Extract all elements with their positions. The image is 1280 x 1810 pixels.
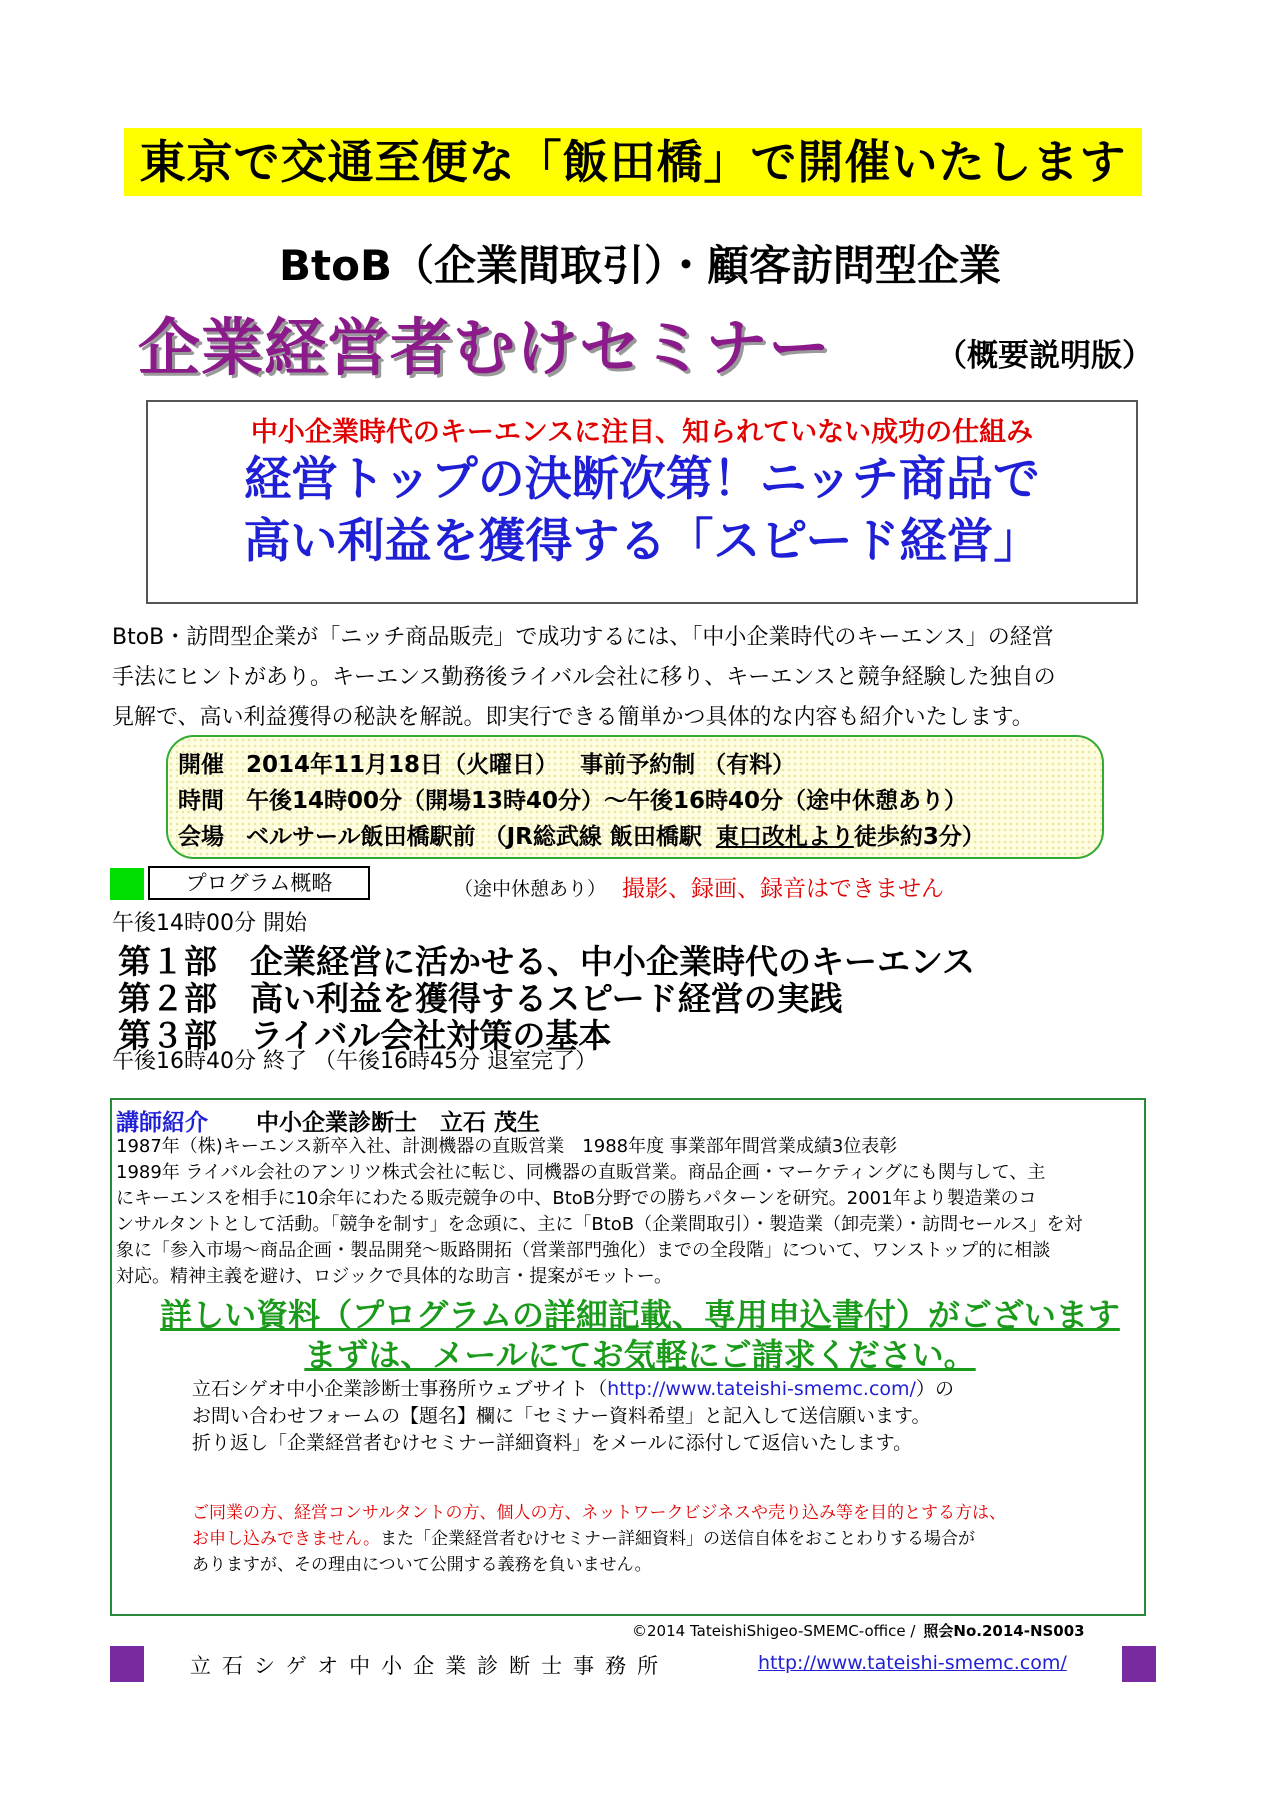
website-link[interactable]: http://www.tateishi-smemc.com/ xyxy=(607,1378,916,1400)
bio-line: ンサルタントとして活動。「競争を制す」を念頭に、主に「BtoB（企業間取引）・製造業（卸売業）・訪問セールス」を対 xyxy=(116,1214,1083,1235)
bio-line: 1989年 ライバル会社のアンリツ株式会社に転じ、同機器の直販営業。商品企画・マーケティングにも関与して、主 xyxy=(116,1162,1046,1183)
footer-bar xyxy=(110,1646,1156,1682)
event-details-box xyxy=(166,735,1104,859)
intro-line: 手法にヒントがあり。キーエンス勤務後ライバル会社に移り、キーエンスと競争経験した独自の xyxy=(112,665,1056,690)
headline-line-1: 経営トップの決断次第！ニッチ商品で xyxy=(244,452,1040,507)
lecturer-label: 講師紹介 xyxy=(116,1110,208,1136)
event-time-value: 午後14時00分（開場13時40分）～午後16時40分（途中休憩あり） xyxy=(246,788,968,814)
intro-line: 見解で、高い利益獲得の秘訣を解説。即実行できる簡単かつ具体的な内容も紹介いたします。 xyxy=(112,705,1034,730)
event-time-row xyxy=(178,783,1102,819)
copyright xyxy=(632,1620,1085,1641)
copyright-text: ©2014 TateishiShigeo-SMEMC-office / xyxy=(632,1622,916,1640)
event-time-label: 時間 xyxy=(178,788,224,814)
no-recording-notice: 撮影、録画、録音はできません xyxy=(622,876,944,902)
lecturer-bio xyxy=(116,1134,1140,1290)
contact-instructions xyxy=(192,1376,1132,1457)
header-banner: 東京で交通至便な「飯田橋」で開催いたします xyxy=(124,128,1142,196)
bio-line: 対応。精神主義を避け、ロジックで具体的な助言・提案がモットー。 xyxy=(116,1266,673,1287)
event-date-row xyxy=(178,747,1102,783)
contact-line-1 xyxy=(192,1376,1132,1403)
bio-line: にキーエンスを相手に10余年にわたる販売競争の中、BtoB分野での勝ちパターンを研究。2001年より製造業のコ xyxy=(116,1188,1037,1209)
program-pause-note: （途中休憩あり） xyxy=(454,878,607,900)
edition-label: （概要説明版） xyxy=(936,338,1153,374)
program-part-3: 第３部 ライバル会社対策の基本 xyxy=(118,1016,612,1055)
event-venue-label: 会場 xyxy=(178,824,224,850)
program-marker xyxy=(110,868,144,900)
intro-line: BtoB・訪問型企業が「ニッチ商品販売」で成功するには、「中小企業時代のキーエンス」の経営 xyxy=(112,625,1054,650)
notice-line-1: ご同業の方、経営コンサルタントの方、個人の方、ネットワークビジネスや売り込み等を目的とする方は、 xyxy=(192,1503,1006,1523)
event-venue-value: ベルサール飯田橋駅前 （JR総武線 飯田橋駅 xyxy=(246,824,702,850)
contact-text: ）の xyxy=(915,1378,954,1400)
materials-line-2: まずは、メールにてお気軽にご請求ください。 xyxy=(304,1336,976,1374)
event-venue-exit: 東口改札より xyxy=(715,824,854,850)
page-subtitle: BtoB（企業間取引）・顧客訪問型企業 xyxy=(279,241,1001,290)
materials-line-1: 詳しい資料（プログラムの詳細記載、専用申込書付）がございます xyxy=(160,1296,1120,1334)
notice-line-3: ありますが、その理由について公開する義務を負いません。 xyxy=(192,1555,652,1575)
notice-red-text: お申し込みできません。 xyxy=(192,1529,381,1549)
program-label: プログラム概略 xyxy=(148,866,370,900)
intro-paragraph xyxy=(112,618,1152,738)
page-title: 企業経営者むけセミナー xyxy=(138,311,832,384)
reference-number: 照会No.2014-NS003 xyxy=(923,1622,1085,1640)
program-end: 午後16時40分 終了 （午後16時45分 退室完了） xyxy=(112,1049,597,1074)
bio-line: 1987年（株)キーエンス新卒入社、計測機器の直販営業 1988年度 事業部年間営業成績3位表彰 xyxy=(116,1136,898,1157)
headline-box xyxy=(146,400,1138,604)
contact-line-3: 折り返し「企業経営者むけセミナー詳細資料」をメールに添付して返信いたします。 xyxy=(192,1432,913,1454)
event-venue-row xyxy=(178,819,1102,855)
footer-office-name: 立石シゲオ中小企業診断士事務所 xyxy=(190,1654,670,1678)
headline-line-2: 高い利益を獲得する「スピード経営」 xyxy=(243,514,1041,569)
footer-marker-left xyxy=(110,1646,144,1682)
contact-text: 立石シゲオ中小企業診断士事務所ウェブサイト（ xyxy=(192,1378,608,1400)
program-part-1: 第１部 企業経営に活かせる、中小企業時代のキーエンス xyxy=(118,942,976,981)
lecturer-name: 中小企業診断士 立石 茂生 xyxy=(256,1110,541,1136)
contact-line-2: お問い合わせフォームの【題名】欄に「セミナー資料希望」と記入して送信願います。 xyxy=(192,1405,931,1427)
applicant-notice xyxy=(192,1500,1122,1578)
footer-link[interactable]: http://www.tateishi-smemc.com/ xyxy=(758,1652,1067,1674)
notice-line-2 xyxy=(192,1526,1122,1552)
notice-text: また「企業経営者むけセミナー詳細資料」の送信自体をおことわりする場合が xyxy=(380,1529,976,1549)
event-date-label: 開催 xyxy=(178,752,224,778)
footer-marker-right xyxy=(1122,1646,1156,1682)
lecturer-heading xyxy=(116,1104,540,1137)
event-reservation: 事前予約制 （有料） xyxy=(580,752,796,778)
event-date-value: 2014年11月18日（火曜日） xyxy=(246,752,559,778)
program-part-2: 第２部 高い利益を獲得するスピード経営の実践 xyxy=(118,979,843,1018)
program-start: 午後14時00分 開始 xyxy=(112,911,307,936)
event-venue-walk: 徒歩約3分） xyxy=(853,824,985,850)
bio-line: 象に「参入市場～商品企画・製品開発～販路開拓（営業部門強化）までの全段階」について、ワンストップ的に相談 xyxy=(116,1240,1051,1261)
headline-tagline: 中小企業時代のキーエンスに注目、知られていない成功の仕組み xyxy=(250,417,1034,448)
